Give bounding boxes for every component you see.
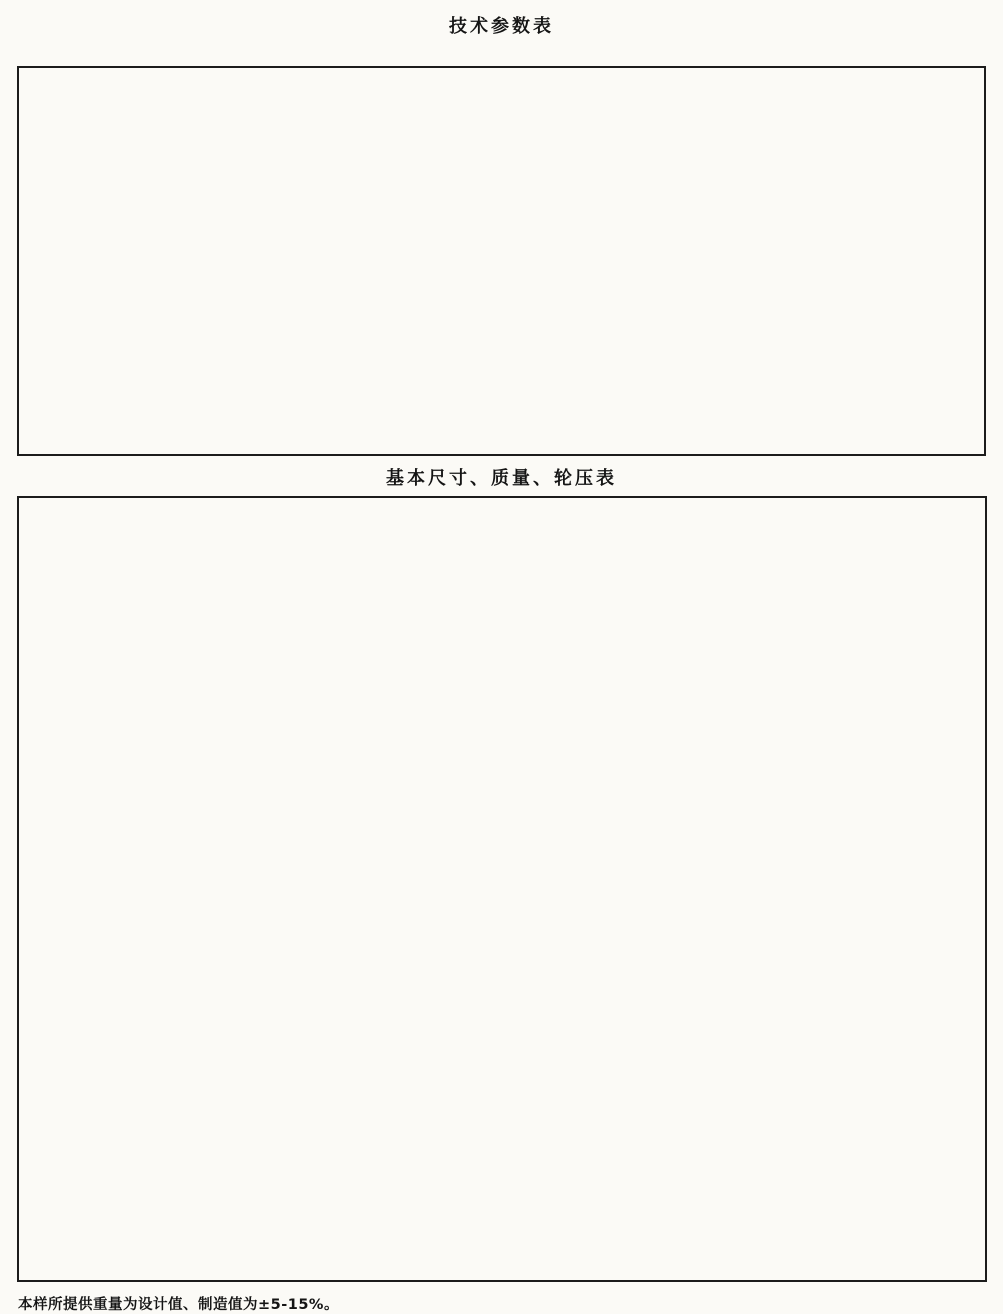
table-row xyxy=(18,833,986,865)
technical-parameters-title: 技术参数表 xyxy=(449,16,554,37)
table-row xyxy=(18,1249,986,1281)
table-row xyxy=(18,67,985,103)
dimensions-mass-wheelload-title: 基本尺寸、质量、轮压表 xyxy=(386,468,617,489)
table-row xyxy=(18,1153,986,1185)
table-row xyxy=(18,609,986,641)
table-row xyxy=(18,801,986,833)
table-row xyxy=(18,420,985,455)
table-row xyxy=(18,929,986,961)
table-row xyxy=(18,497,986,529)
table-row xyxy=(18,673,986,705)
table-row xyxy=(18,263,985,293)
dimensions-mass-wheelload-table xyxy=(17,496,987,1282)
technical-parameters-table xyxy=(17,66,986,456)
table-row xyxy=(18,897,986,929)
table-row xyxy=(18,1089,986,1121)
table-row xyxy=(18,1025,986,1057)
table-row xyxy=(18,529,986,609)
table-row xyxy=(18,103,985,138)
table-row xyxy=(18,737,986,769)
table-row xyxy=(18,705,986,737)
table-row xyxy=(18,173,985,203)
footnote: 本样所提供重量为设计值、制造值为±5-15%。 xyxy=(18,1297,339,1313)
table-row xyxy=(18,641,986,673)
table-row xyxy=(18,865,986,897)
table-row xyxy=(18,293,985,323)
table-row xyxy=(18,138,985,173)
table-row xyxy=(18,769,986,801)
table-row xyxy=(18,1217,986,1249)
table-row xyxy=(18,385,985,420)
table-row xyxy=(18,1185,986,1217)
table-row xyxy=(18,354,985,385)
table-row xyxy=(18,233,985,263)
table-row xyxy=(18,1057,986,1089)
table-row xyxy=(18,961,986,993)
table-row xyxy=(18,323,985,354)
table-row xyxy=(18,203,985,233)
table-row xyxy=(18,993,986,1025)
table-row xyxy=(18,1121,986,1153)
